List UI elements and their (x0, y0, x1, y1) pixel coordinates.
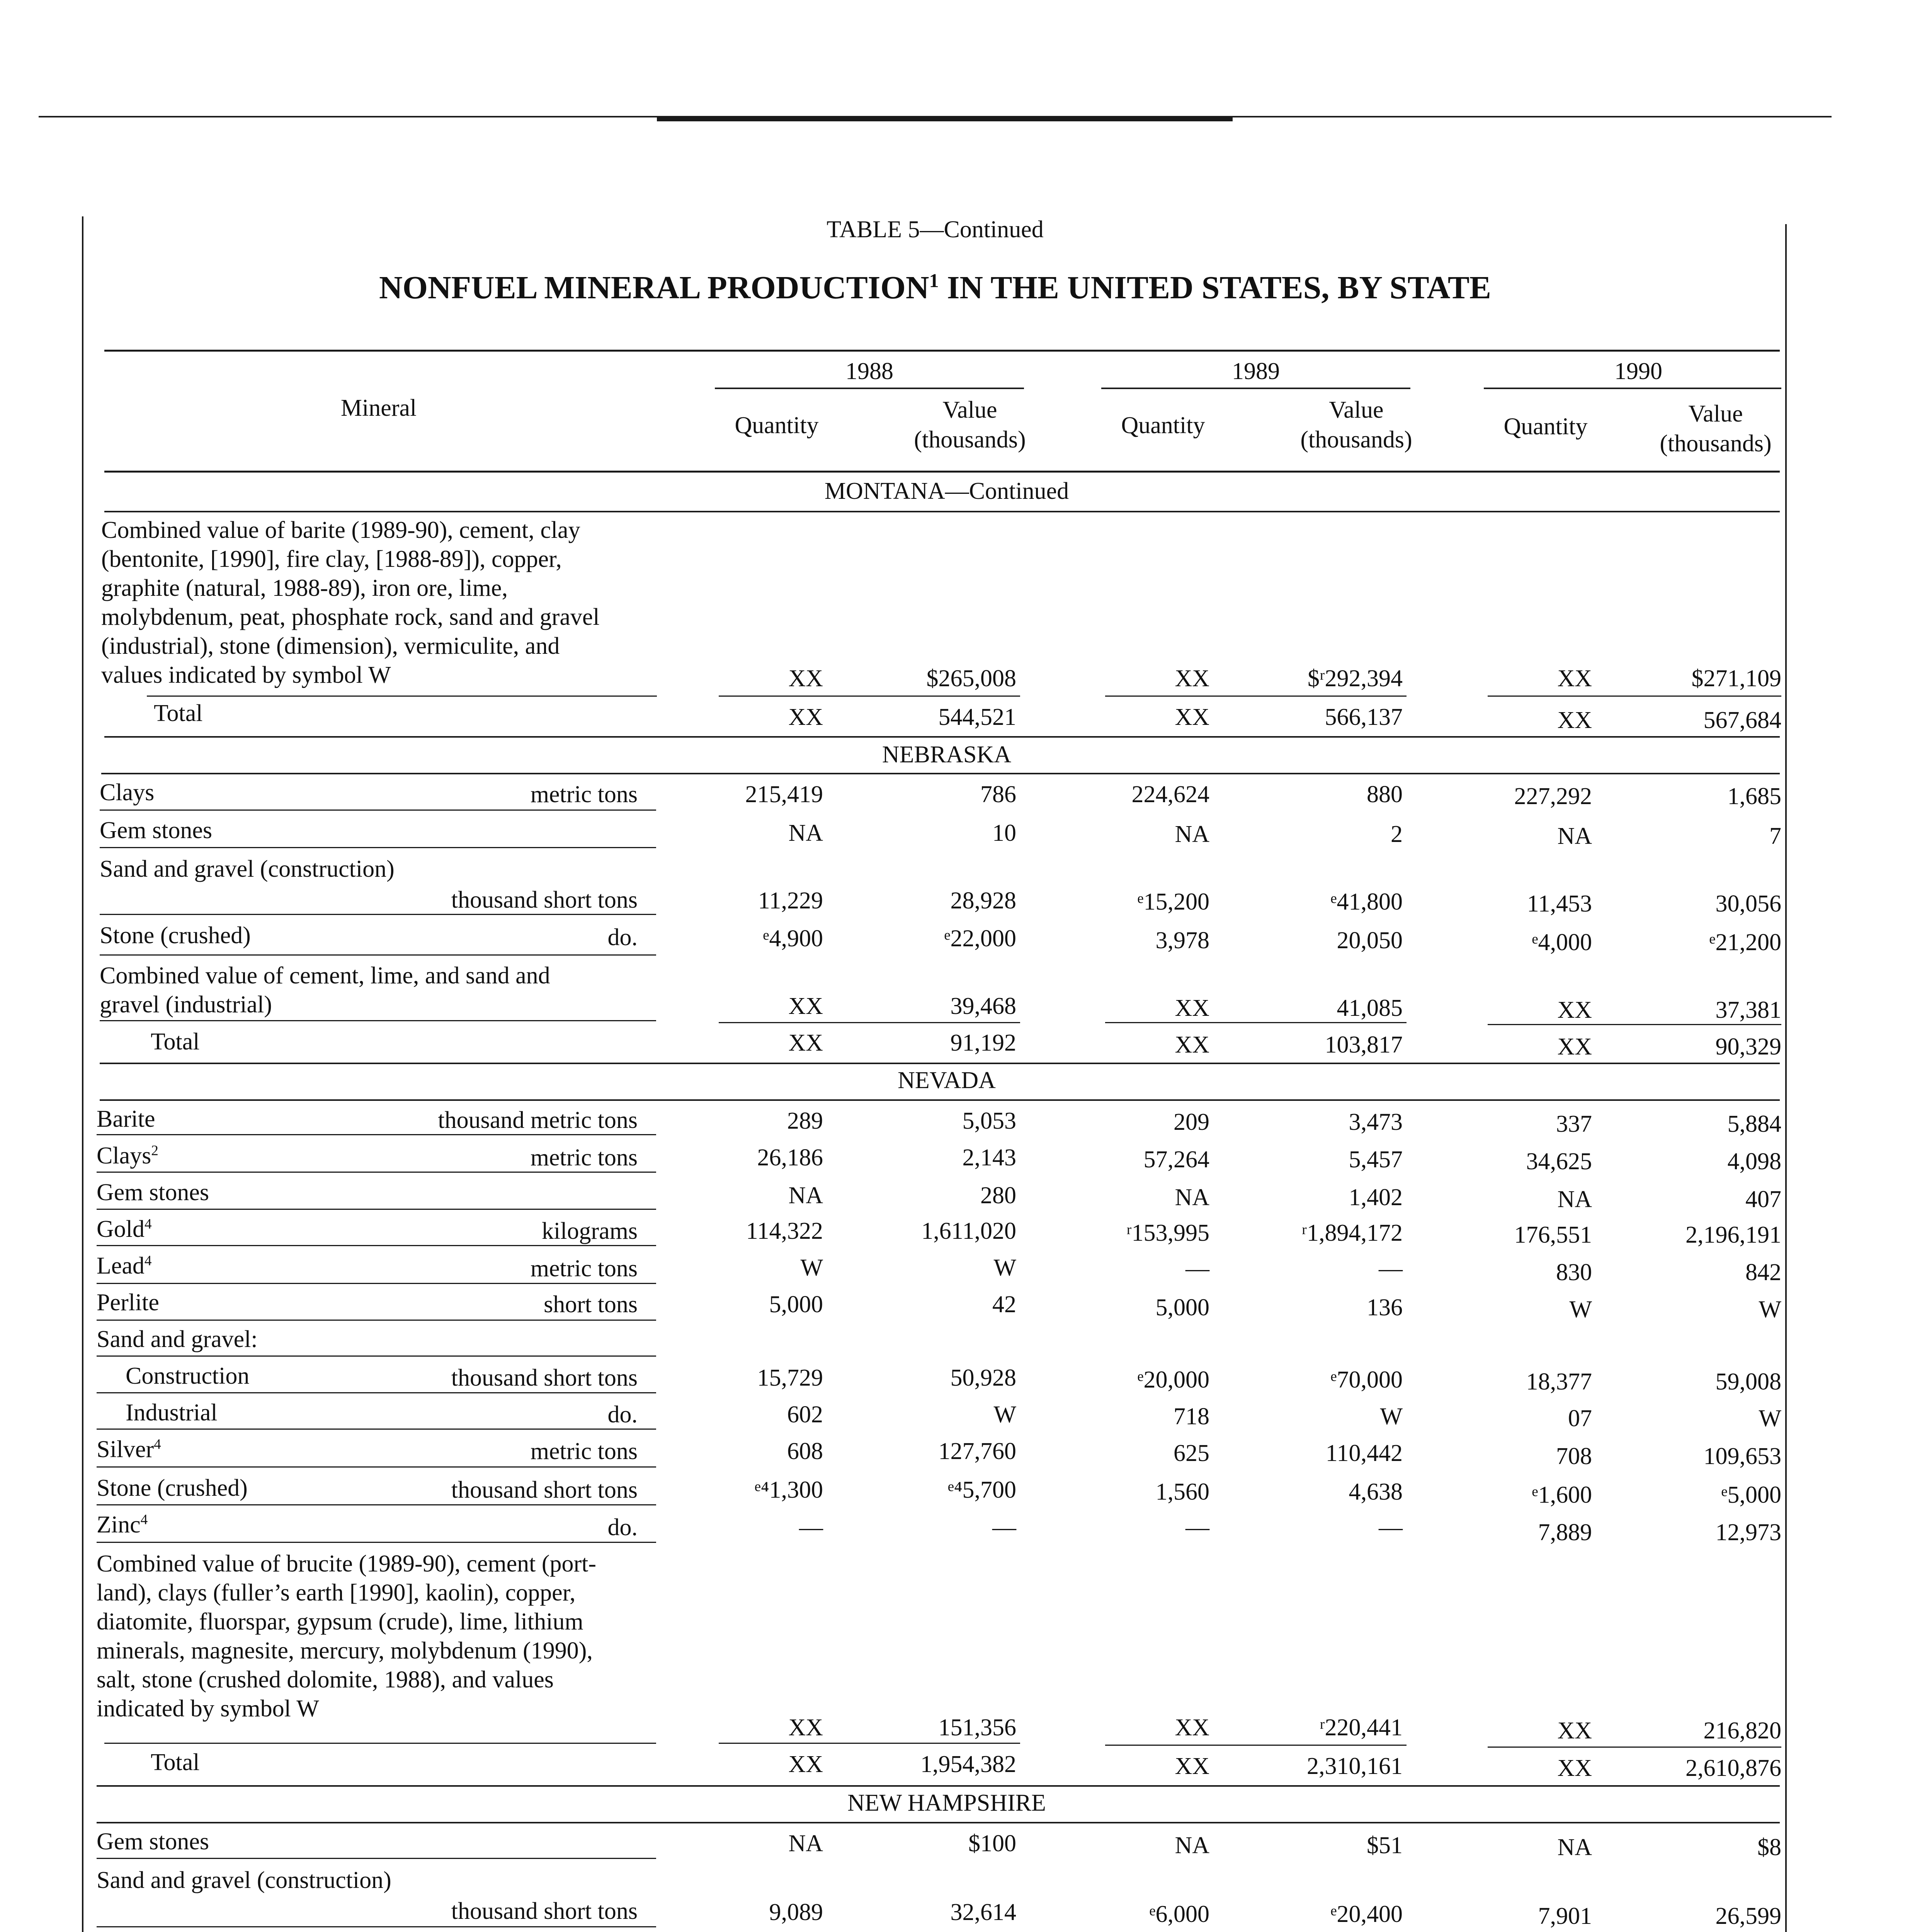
row-rule (97, 1392, 656, 1393)
montana-end-rule (104, 736, 1780, 738)
left-margin-line (82, 216, 83, 1932)
footnote-ref: 4 (144, 1253, 152, 1269)
nevada-cell: 3,473 (1349, 1109, 1403, 1135)
page-title (270, 272, 1600, 304)
nh-cell: $51 (1367, 1832, 1403, 1859)
nevada-cell: W (993, 1255, 1016, 1281)
nebraska-total-label: Total (151, 1029, 200, 1055)
row-rule (104, 1743, 656, 1744)
nevada-row-unit: thousand metric tons (438, 1107, 638, 1133)
nebraska-cell: NA (788, 820, 823, 846)
nh-cell: NA (1557, 1834, 1592, 1861)
nevada-cell: 109,653 (1703, 1443, 1781, 1469)
nebraska-row-unit: thousand short tons (451, 887, 638, 913)
header-value-1990-line2: (thousands) (1660, 430, 1772, 457)
nevada-total-q1988: XX (788, 1751, 823, 1777)
nevada-row-label: Sand and gravel: (97, 1326, 258, 1352)
montana-sum-rule-2 (1105, 696, 1407, 697)
header-quantity-1988: Quantity (735, 412, 819, 439)
nevada-cell: 1,611,020 (921, 1218, 1016, 1244)
nevada-row-label-text: Clays (97, 1143, 151, 1169)
nevada-row-unit: short tons (544, 1291, 638, 1318)
nebraska-total-v1989: 103,817 (1325, 1032, 1403, 1058)
header-value-1988-line2: (thousands) (914, 427, 1026, 453)
montana-label-rule (147, 696, 657, 697)
nevada-cell: ʳ153,995 (1126, 1220, 1209, 1246)
nebraska-cell: XX (1557, 997, 1592, 1023)
nevada-row-label: Industrial (126, 1400, 218, 1426)
nebraska-cell: 1,685 (1727, 783, 1781, 810)
nevada-cell: ᵉ20,000 (1137, 1367, 1209, 1393)
header-bottom-rule (104, 471, 1780, 473)
nevada-row-label: Gem stones (97, 1179, 209, 1206)
nebraska-row-label: Clays (100, 779, 155, 806)
nevada-row-label (97, 1217, 152, 1241)
nevada-cell: 42 (992, 1291, 1016, 1318)
nevada-cell: 5,000 (1155, 1294, 1209, 1321)
top-rule-thick (657, 116, 1233, 121)
row-rule (97, 1466, 656, 1468)
montana-total-q1988: XX (788, 704, 823, 730)
nevada-sum-rule-3 (1488, 1747, 1781, 1748)
nevada-cell: 5,884 (1727, 1111, 1781, 1137)
nebraska-row-label: Stone (crushed) (100, 922, 251, 949)
nh-cell: 32,614 (950, 1899, 1016, 1925)
nevada-row-unit: metric tons (530, 1255, 638, 1282)
nevada-row-label (97, 1254, 152, 1278)
section-rule-montana (104, 511, 1780, 512)
nevada-cell: 830 (1556, 1259, 1592, 1286)
nevada-cell: 289 (787, 1108, 823, 1134)
nebraska-combined-label: Combined value of cement, lime, and sand and gravel (industrial) (100, 963, 550, 1018)
nevada-cell: ʳ1,894,172 (1301, 1220, 1403, 1246)
nevada-cell: 1,402 (1349, 1184, 1403, 1211)
page-title-rest: IN THE UNITED STATES, BY STATE (939, 270, 1491, 306)
nevada-cell: 12,973 (1715, 1519, 1781, 1546)
nebraska-cell: NA (1557, 823, 1592, 849)
section-heading-new-hampshire: NEW HAMPSHIRE (847, 1790, 1046, 1816)
header-value-1989-line2: (thousands) (1300, 427, 1412, 453)
row-rule (100, 847, 656, 848)
nebraska-cell: 30,056 (1715, 891, 1781, 917)
nevada-total-v1989: 2,310,161 (1307, 1753, 1403, 1779)
nevada-sum-rule-1 (719, 1743, 1020, 1744)
row-rule (97, 1355, 656, 1357)
nh-row-unit: thousand short tons (451, 1898, 638, 1924)
nh-cell: NA (1175, 1832, 1209, 1859)
nebraska-cell: 227,292 (1514, 783, 1592, 810)
montana-total-v1989: 566,137 (1325, 704, 1403, 730)
nevada-cell: 57,264 (1143, 1146, 1209, 1173)
nevada-cell: 4,098 (1727, 1148, 1781, 1175)
nebraska-cell: 37,381 (1715, 997, 1781, 1023)
header-quantity-1990: Quantity (1504, 413, 1588, 440)
montana-total-v1990: 567,684 (1703, 707, 1781, 733)
nebraska-cell: 3,978 (1155, 927, 1209, 954)
nevada-row-label: Barite (97, 1106, 155, 1132)
nevada-combined-label: Combined value of brucite (1989-90), cement (port- land), clays (fuller’s earth [1990], kaolin), copper, diatomite, fluorspar, gypsum (crude), lime, lithium minerals, magnesite, mercury, molybdenum (1990), salt, stone (crushed dolomite, 1988), and values indicated by symbol W (97, 1551, 596, 1722)
header-year-1988: 1988 (845, 358, 893, 384)
row-rule (97, 1926, 656, 1927)
section-rule-nevada (100, 1099, 1780, 1101)
nebraska-cell: 224,624 (1131, 781, 1209, 808)
nebraska-total-q1988: XX (788, 1030, 823, 1056)
nebraska-cell: 2 (1391, 821, 1403, 847)
nh-cell: $8 (1757, 1834, 1781, 1861)
row-rule (97, 1429, 656, 1430)
nevada-cell: W (1759, 1296, 1781, 1323)
montana-combined-v1988: $265,008 (926, 665, 1016, 692)
header-value-1990-line1: Value (1688, 401, 1743, 427)
header-year-1989: 1989 (1232, 358, 1280, 384)
nevada-cell: 4,638 (1349, 1479, 1403, 1505)
row-rule (97, 1134, 656, 1135)
header-quantity-1989: Quantity (1121, 412, 1205, 439)
nebraska-cell: XX (788, 993, 823, 1019)
footnote-ref: 4 (145, 1216, 152, 1232)
montana-total-q1990: XX (1557, 707, 1592, 733)
row-rule (100, 1020, 656, 1021)
nevada-cell: 280 (980, 1182, 1016, 1209)
montana-combined-q1988: XX (788, 665, 823, 692)
nebraska-cell: XX (1175, 995, 1209, 1021)
montana-combined-v1990: $271,109 (1691, 665, 1781, 692)
nevada-cell: 07 (1568, 1405, 1592, 1432)
nevada-cell: 1,560 (1155, 1479, 1209, 1505)
nh-cell: ᵉ6,000 (1149, 1901, 1209, 1927)
nevada-cell: 625 (1174, 1440, 1209, 1466)
montana-sum-rule-1 (719, 696, 1020, 697)
header-value-1988-line1: Value (942, 397, 997, 423)
nevada-row-label-text: Zinc (97, 1512, 141, 1538)
nevada-cell: 842 (1745, 1259, 1781, 1286)
nebraska-cell: 7 (1769, 823, 1781, 849)
nebraska-cell: ᵉ4,000 (1532, 929, 1592, 956)
row-rule (97, 1283, 656, 1284)
nh-cell: 7,901 (1538, 1903, 1592, 1929)
nevada-cell: 34,625 (1526, 1148, 1592, 1175)
nevada-row-unit: thousand short tons (451, 1365, 638, 1391)
nebraska-total-v1988: 91,192 (950, 1030, 1016, 1056)
nebraska-cell: 786 (980, 781, 1016, 808)
nevada-cell: 7,889 (1538, 1519, 1592, 1546)
row-rule (100, 954, 656, 956)
nevada-combined-q1990: XX (1557, 1718, 1592, 1744)
nevada-cell: W (993, 1401, 1016, 1428)
year-rule-1989 (1101, 388, 1410, 389)
nh-cell: $100 (968, 1830, 1016, 1857)
nevada-row-label: Stone (crushed) (97, 1475, 248, 1501)
nevada-row-label: Construction (126, 1363, 250, 1389)
nevada-row-unit: kilograms (542, 1218, 638, 1244)
row-rule (97, 1858, 656, 1859)
nevada-row-label: Perlite (97, 1289, 159, 1316)
header-top-rule (104, 350, 1780, 352)
nevada-cell: 176,551 (1514, 1222, 1592, 1248)
footnote-ref: 2 (151, 1143, 158, 1159)
nh-row-label: Gem stones (97, 1828, 209, 1855)
nevada-total-v1988: 1,954,382 (920, 1751, 1016, 1777)
year-rule-1990 (1484, 388, 1781, 389)
nevada-row-label-text: Lead (97, 1253, 145, 1279)
montana-combined-v1989: $ʳ292,394 (1308, 665, 1403, 692)
nevada-cell: 708 (1556, 1443, 1592, 1469)
nevada-cell: 209 (1174, 1109, 1209, 1135)
nevada-total-q1989: XX (1175, 1753, 1209, 1779)
nevada-combined-v1988: 151,356 (938, 1714, 1016, 1741)
nevada-cell: W (1380, 1403, 1403, 1430)
nebraska-row-label: Sand and gravel (construction) (100, 856, 395, 882)
nebraska-cell: ᵉ15,200 (1137, 889, 1209, 915)
nebraska-total-v1990: 90,329 (1715, 1034, 1781, 1060)
nevada-cell: 15,729 (757, 1365, 823, 1391)
montana-combined-q1989: XX (1175, 665, 1209, 692)
section-heading-nevada: NEVADA (898, 1067, 996, 1094)
section-heading-nebraska: NEBRASKA (882, 742, 1012, 768)
nevada-combined-v1990: 216,820 (1703, 1718, 1781, 1744)
nevada-cell: 337 (1556, 1111, 1592, 1137)
nevada-sum-rule-2 (1105, 1745, 1407, 1746)
nevada-cell: 5,053 (962, 1108, 1016, 1134)
nevada-cell: ᵉ1,600 (1532, 1482, 1592, 1508)
nevada-cell: 5,457 (1349, 1146, 1403, 1173)
nevada-total-label: Total (151, 1749, 200, 1776)
section-rule-new-hampshire (97, 1822, 1780, 1823)
montana-combined-q1990: XX (1557, 665, 1592, 692)
nebraska-row-unit: do. (607, 924, 638, 951)
nebraska-end-rule (100, 1063, 1780, 1064)
nevada-cell: 50,928 (950, 1365, 1016, 1391)
nebraska-cell: 20,050 (1337, 927, 1403, 954)
nevada-cell: — (1185, 1514, 1209, 1541)
row-rule (97, 1320, 656, 1321)
nevada-cell: 608 (787, 1438, 823, 1464)
section-heading-montana: MONTANA—Continued (824, 478, 1069, 504)
montana-total-label: Total (154, 700, 203, 726)
nevada-cell: NA (1175, 1184, 1209, 1211)
footnote-ref: 4 (154, 1436, 161, 1452)
montana-total-q1989: XX (1175, 704, 1209, 730)
nevada-total-q1990: XX (1557, 1755, 1592, 1781)
nevada-row-label (97, 1437, 161, 1461)
nevada-cell: W (800, 1255, 823, 1281)
nevada-cell: 114,322 (746, 1218, 823, 1244)
nevada-cell: NA (788, 1182, 823, 1209)
nevada-cell: 602 (787, 1401, 823, 1428)
nevada-combined-q1988: XX (788, 1714, 823, 1741)
nevada-row-label-text: Gold (97, 1216, 145, 1242)
nh-row-label: Sand and gravel (construction) (97, 1867, 391, 1893)
nebraska-sum-rule-3 (1488, 1024, 1781, 1025)
nevada-row-label (97, 1144, 158, 1168)
nebraska-row-label: Gem stones (100, 817, 213, 844)
nevada-cell: ᵉ⁴5,700 (947, 1477, 1016, 1503)
nevada-row-unit: do. (607, 1401, 638, 1428)
nevada-cell: 2,196,191 (1685, 1222, 1781, 1248)
nebraska-cell: 28,928 (950, 888, 1016, 914)
page-title-main: NONFUEL MINERAL PRODUCTION (379, 270, 929, 306)
right-margin-line (1785, 224, 1787, 1932)
nebraska-cell: NA (1175, 821, 1209, 847)
nh-cell: 26,599 (1715, 1903, 1781, 1929)
nevada-row-unit: metric tons (530, 1438, 638, 1464)
nevada-cell: 136 (1367, 1294, 1403, 1321)
nevada-cell: 407 (1745, 1186, 1781, 1213)
nevada-cell: 110,442 (1325, 1440, 1403, 1466)
row-rule (97, 1209, 656, 1210)
nevada-cell: 59,008 (1715, 1369, 1781, 1395)
row-rule (100, 914, 656, 915)
nevada-combined-q1989: XX (1175, 1714, 1209, 1741)
page-title-footnote: 1 (929, 270, 939, 291)
nevada-cell: ᵉ5,000 (1721, 1482, 1781, 1508)
nebraska-cell: ᵉ4,900 (763, 925, 823, 952)
nevada-cell: 5,000 (769, 1291, 823, 1318)
header-mineral: Mineral (340, 395, 417, 421)
nevada-row-label (97, 1513, 148, 1537)
nevada-cell: 718 (1174, 1403, 1209, 1430)
header-year-1990: 1990 (1614, 358, 1662, 384)
footnote-ref: 4 (140, 1512, 148, 1528)
nebraska-total-q1989: XX (1175, 1032, 1209, 1058)
nevada-cell: W (1569, 1296, 1592, 1323)
nevada-cell: W (1759, 1405, 1781, 1432)
table-label: TABLE 5—Continued (827, 216, 1044, 243)
nevada-row-label-text: Silver (97, 1436, 154, 1463)
nevada-cell: — (799, 1514, 823, 1541)
nebraska-row-unit: metric tons (530, 781, 638, 808)
year-rule-1988 (715, 388, 1024, 389)
nh-cell: ᵉ20,400 (1330, 1901, 1403, 1927)
nevada-row-unit: metric tons (530, 1145, 638, 1171)
nevada-cell: ᵉ⁴1,300 (754, 1477, 823, 1503)
nh-cell: 9,089 (769, 1899, 823, 1925)
nevada-row-unit: thousand short tons (451, 1477, 638, 1503)
row-rule (97, 1245, 656, 1246)
nevada-total-v1990: 2,610,876 (1685, 1755, 1781, 1781)
nevada-cell: 26,186 (757, 1145, 823, 1171)
nevada-combined-v1989: ʳ220,441 (1320, 1714, 1403, 1741)
nebraska-sum-rule-2 (1105, 1022, 1407, 1023)
montana-sum-rule-3 (1488, 696, 1781, 697)
section-rule-nebraska (101, 773, 1780, 774)
nevada-cell: — (992, 1514, 1016, 1541)
nebraska-cell: ᵉ21,200 (1709, 929, 1781, 956)
montana-combined-label: Combined value of barite (1989-90), cement, clay (bentonite, [1990], fire clay, [1988-89]), copper, graphite (natural, 1988-89), iron ore, lime, molybdenum, peat, phosphate rock, sand and gravel (industrial), stone (dimension), vermiculite, and values indicated by symbol W (101, 517, 600, 688)
nevada-cell: — (1379, 1255, 1403, 1282)
row-rule (97, 1542, 656, 1543)
nevada-cell: — (1185, 1255, 1209, 1282)
nebraska-cell: 10 (992, 820, 1016, 846)
nevada-row-unit: do. (607, 1514, 638, 1541)
nevada-cell: 2,143 (962, 1145, 1016, 1171)
nevada-cell: 127,760 (938, 1438, 1016, 1464)
nebraska-cell: 39,468 (950, 993, 1016, 1019)
nebraska-total-q1990: XX (1557, 1034, 1592, 1060)
nevada-end-rule (97, 1785, 1780, 1787)
nebraska-cell: 11,229 (758, 888, 823, 914)
nevada-cell: 18,377 (1526, 1369, 1592, 1395)
montana-total-v1988: 544,521 (938, 704, 1016, 730)
nevada-cell: NA (1557, 1186, 1592, 1213)
nebraska-cell: ᵉ41,800 (1330, 889, 1403, 915)
header-value-1989-line1: Value (1329, 397, 1384, 423)
nevada-cell: — (1379, 1514, 1403, 1541)
nevada-cell: ᵉ70,000 (1330, 1367, 1403, 1393)
row-rule (97, 1504, 656, 1505)
nebraska-sum-rule-1 (719, 1022, 1020, 1023)
row-rule (100, 810, 656, 811)
row-rule (97, 1172, 656, 1173)
nebraska-cell: 11,453 (1527, 891, 1592, 917)
nebraska-cell: ᵉ22,000 (944, 925, 1016, 952)
nh-cell: NA (788, 1830, 823, 1857)
nebraska-cell: 880 (1367, 781, 1403, 808)
nebraska-cell: 215,419 (745, 781, 823, 808)
nebraska-cell: 41,085 (1337, 995, 1403, 1021)
